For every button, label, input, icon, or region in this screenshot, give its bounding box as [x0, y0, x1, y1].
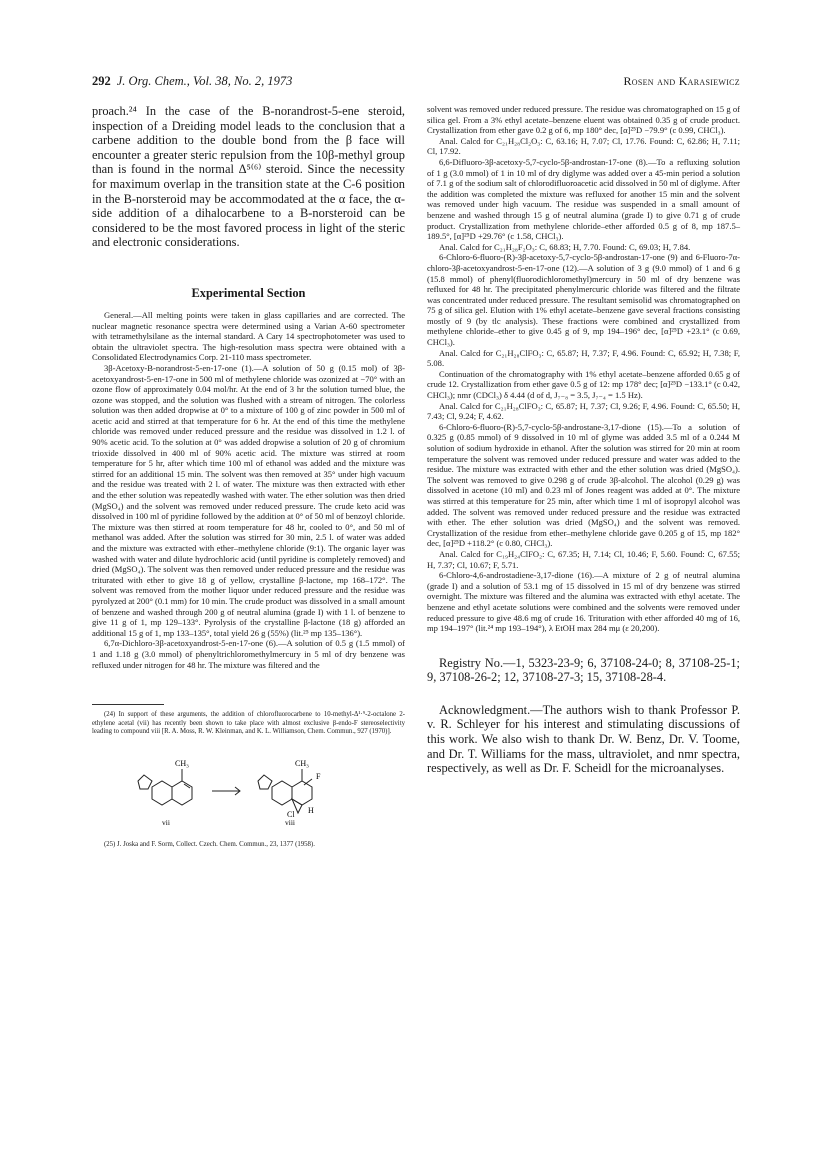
chromatography-continuation: Continuation of the chromatography with 1% ethyl acetate–benzene afforded 0.65 g of crude 12. Crystallization from ether gave 0.5 g of 12: mp 178° dec; [α]²⁵D −133.1° (c 0.42, CHCl₃); nmr (CDCl₃) δ 4.44 (d of d, J₇₋₈ = 3.5, J₇₋₄ = 1.5 Hz).	[427, 368, 740, 401]
footnote-25: (25) J. Joska and F. Sorm, Collect. Czech. Chem. Commun., 23, 1377 (1958).	[104, 840, 315, 848]
registry-numbers: Registry No.—1, 5323-23-9; 6, 37108-24-0; 8, 37108-25-1; 9, 37108-26-2; 12, 37108-27-3; 15, 37108-28-4.	[427, 655, 740, 685]
footnote-24: (24) In support of these arguments, the addition of chlorofluorocarbene to 10-methyl-Δ¹·⁹-2-octalone 2-ethylene acetal (vii) has recently been shown to take place with almost exclusive β-endo-F stereoselectivity leading to compound viii [R. A. Moss, R. W. Kleinman, and K. L. Williamson, Chem. Commun., 927 (1970)].	[92, 711, 405, 736]
compound-1-paragraph: 3β-Acetoxy-B-norandrost-5-en-17-one (1).—A solution of 50 g (0.15 mol) of 3β-acetoxyandrost-5-en-17-one in 500 ml of methylene chloride was ozonized at −70° with an ozone flow of approximately 0.04 mol/hr. At the end of 3 hr the solution turned blue, the ozone was stopped, and the solution was flushed with a stream of nitrogen. The colorless solution was then added dropwise at 0° to a mixture of 100 g of zinc powder in 500 ml of acetic acid and stirred at that temperature for 6 hr. At the end of this time the methylene chloride was removed under reduced pressure and the residue was dissolved in 1.2 l. of 90% acetic acid. To the solution at 0° was added dropwise a solution of 20 g of chromium trioxide dissolved in 400 ml of 90% acetic acid. The mixture was stirred at room temperature for 5 hr, after which time 100 ml of ethanol was added and the mixture was stirred for an additional 15 min. The solvent was then removed at 35° under high vacuum and the residue was treated with 2 l. of water. The mixture was then extracted with ether and the ether solution was repeatedly washed with water. The ether solution was then dried (MgSO₄) and the solvent was removed under reduced pressure. The crude keto acid was dissolved in 100 ml of pyridine followed by the addition at 0° of 50 ml of benzoyl chloride. The mixture was then stirred at room temperature for 48 hr, cooled to 0°, and 50 ml of methanol was added. After the solution was stirred for 30 min, 2.5 l. of water was added and the mixture was extracted with ether–methylene chloride (9:1). The organic layer was washed with water and dilute hydrochloric acid (until pyridine is completely removed) and dried (MgSO₄). The solvent was then removed under reduced pressure and the residue was triturated with ether to give 18 g of yellow, crystalline β-lactone, mp 168–172°. The solvent was removed from the mother liquor under reduced pressure and the residue was pyrolyzed at 200° (0.1 mm) for 10 min. The crude product was dissolved in a small amount of benzene and washed through 200 g of neutral alumina (grade I) with 1 l. of benzene to give 11 g of 1, mp 129–133°. Pyrolysis of the crystalline β-lactone (18 g) afforded an additional 15 g of 1, mp 133–135°, total yield 26 g (55%) (lit.²⁵ mp 135–136°).	[92, 362, 405, 638]
f-label: F	[316, 771, 321, 781]
page-header	[92, 74, 740, 90]
acknowledgment: Acknowledgment.—The authors wish to thank Professor P. v. R. Schleyer for his interest and stimulating discussions of this work. We also wish to thank Dr. W. Benz, Dr. V. Toome, and Dr. T. Williams for the mass, ultraviolet, and nmr spectra, respectively, as well as Dr. F. Scheidl for the microanalyses.	[427, 702, 740, 776]
intro-paragraph: proach.²⁴ In the case of the B-norandrost-5-ene steroid, inspection of a Dreiding model leads to the conclusion that a carbene addition to the double bond from the β face will encounter a greater steric repulsion from the 10β-methyl group than is found in the normal Δ⁵⁽⁶⁾ steroid. Since the necessity for maximum overlap in the transition state at the C-6 position in the B-norsteroid may be accommodated at the α face, the α-side addition of a dihalocarbene to a B-norsteroid can be considered to be the most favored process in light of the steric and electronic considerations.	[92, 104, 405, 250]
cl-label: Cl	[287, 809, 295, 819]
journal-citation: J. Org. Chem., Vol. 38, No. 2, 1973	[116, 74, 293, 88]
right-column	[427, 104, 740, 776]
compound-6-continued: solvent was removed under reduced pressure. The residue was chromatographed on 15 g of silica gel. From a 3% ethyl acetate–benzene eluent was obtained 0.35 g of crude product. Crystallization from ether gave 0.2 g of 6, mp 180° dec, [α]²⁵D −79.9° (c 0.99, CHCl₃).	[427, 104, 740, 136]
analysis-9: Anal. Calcd for C₂₁H₂₈ClFO₃: C, 65.87; H, 7.37; F, 4.96. Found: C, 65.92; H, 7.38; F, 5.08.	[427, 347, 740, 369]
page-number: 292	[92, 74, 111, 88]
h-label: H	[308, 805, 314, 815]
compound-9-12-paragraph: 6-Chloro-6-fluoro-(R)-3β-acetoxy-5,7-cyclo-5β-androstan-17-one (9) and 6-Fluoro-7α-chloro-3β-acetoxyandrost-5-en-17-one (12).—A solution of 3 g (9.0 mmol) of 1 and 6 g (15.8 mmol) of phenyl(fluorodichloromethyl)mercury in 50 ml of dry benzene was refluxed for 48 hr. The precipitated phenylmercuric chloride was filtered and the filtrate was concentrated under reduced pressure. The resultant semisolid was chromatographed on 75 g of silica gel. Elution with 1% ethyl acetate–benzene gave several fractions consisting mostly of 9 (by tlc analysis). These fractions were combined and crystallized from methylene chloride–ether to give 0.45 g of 9, mp 194–196° dec, [α]²⁵D +23.1° (c 0.69, CHCl₃).	[427, 252, 740, 348]
ch3-label-viii: CH₃	[295, 758, 309, 768]
compound-16-paragraph: 6-Chloro-4,6-androstadiene-3,17-dione (16).—A mixture of 2 g of neutral alumina (grade I) and a solution of 53.1 mg of 15 dissolved in 15 ml of dry benzene was stirred overnight. The mixture was filtered and the alumina was extracted with ethyl acetate. The benzene and ethyl acetate solutions were combined and the solvents were removed under reduced pressure to give 48.6 mg of crude 16. Trituration with ether afforded 40 mg of 16, mp 194–197° (lit.²⁴ mp 193–194°), λ EtOH max 284 mμ (ε 20,200).	[427, 570, 740, 634]
analysis-12: Anal. Calcd for C₂₁H₂₈ClFO₃: C, 65.87; H, 7.37; Cl, 9.26; F, 4.96. Found: C, 65.50; H, 7.43; Cl, 9.24; F, 4.62.	[427, 400, 740, 422]
ch3-label-vii: CH₃	[175, 758, 189, 768]
header-left	[92, 74, 292, 89]
label-vii: vii	[162, 817, 170, 827]
section-title: Experimental Section	[191, 285, 306, 300]
analysis-6: Anal. Calcd for C₂₁H₂₈Cl₂O₃: C, 63.16; H, 7.07; Cl, 17.76. Found: C, 62.86; H, 7.11; Cl, 17.92.	[427, 135, 740, 157]
running-authors: Rosen and Karasiewicz	[623, 74, 740, 88]
footnote-rule	[92, 704, 164, 705]
analysis-15: Anal. Calcd for C₁₉H₂₄ClFO₂: C, 67.35; H, 7.14; Cl, 10.46; F, 5.60. Found: C, 67.55; H, 7.37; Cl, 10.67; F, 5.71.	[427, 548, 740, 570]
label-viii: viii	[284, 817, 296, 827]
compound-15-paragraph: 6-Chloro-6-fluoro-(R)-5,7-cyclo-5β-androstane-3,17-dione (15).—To a solution of 0.325 g (0.85 mmol) of 9 dissolved in 10 ml of glyme was added 3.5 ml of a 0.244 M solution of sodium hydroxide in ethanol. After the solution was stirred for 20 min at room temperature the solvent was removed under reduced pressure and water was added to the residue. The mixture was extracted with ether and the ether solution was dried (MgSO₄). The solvent was removed to give 0.298 g of crude 3β-alcohol. The alcohol (0.29 g) was dissolved in acetone (10 ml) and 0.23 ml of Jones reagent was added at 0°. The mixture was stirred at this temperature for 25 min, after which time 1 ml of isopropyl alcohol was added. The solvent was removed under reduced pressure and the residue was extracted with ether. The ether solution was dried (MgSO₄) and the solvent was removed. Crystallization of the residue from ether–methylene chloride gave 0.205 g of 15, mp 182° dec, [α]²⁵D +118.2° (c 0.80, CHCl₃).	[427, 421, 740, 549]
compound-8-paragraph: 6,6-Difluoro-3β-acetoxy-5,7-cyclo-5β-androstan-17-one (8).—To a refluxing solution of 1 g (3.0 mmol) of 1 in 10 ml of dry diglyme was added over a 45-min period a solution of 7.1 g of the sodium salt of chlorodifluoroacetic acid dissolved in 50 ml of diglyme. After the addition was completed the mixture was refluxed for another 15 min and the solvent was removed under high vacuum. The residue was suspended in a small amount of benzene and washed through 15 g of neutral alumina (grade I) to give 0.71 g of crude product. Crystallization from methylene chloride–ether afforded 0.5 g of 8, mp 187.5–189.5°, [α]²⁵D +29.76° (c 1.58, CHCl₃).	[427, 156, 740, 242]
structure-drawing	[132, 741, 372, 827]
structure-figure	[92, 741, 405, 827]
analysis-8: Anal. Calcd for C₂₁H₂₈F₂O₃: C, 68.83; H, 7.70. Found: C, 69.03; H, 7.84.	[439, 241, 691, 252]
compound-6-paragraph: 6,7α-Dichloro-3β-acetoxyandrost-5-en-17-one (6).—A solution of 0.5 g (1.5 mmol) of 1 and 1.18 g (3.0 mmol) of phenyltrichloromethylmercury in 5 ml of dry benzene was refluxed under nitrogen for 48 hr. The mixture was filtered and the	[92, 638, 405, 670]
left-column	[92, 104, 405, 850]
general-paragraph: General.—All melting points were taken in glass capillaries and are corrected. The nuclear magnetic resonance spectra were determined using a Varian A-60 spectrometer with tetramethylsilane as the internal standard. A Cary 14 spectrophotometer was used to obtain the ultraviolet spectra. The high-resolution mass spectra were obtained with a Consolidated Electrodynamics Corp. 21-110 mass spectrometer.	[92, 309, 405, 363]
